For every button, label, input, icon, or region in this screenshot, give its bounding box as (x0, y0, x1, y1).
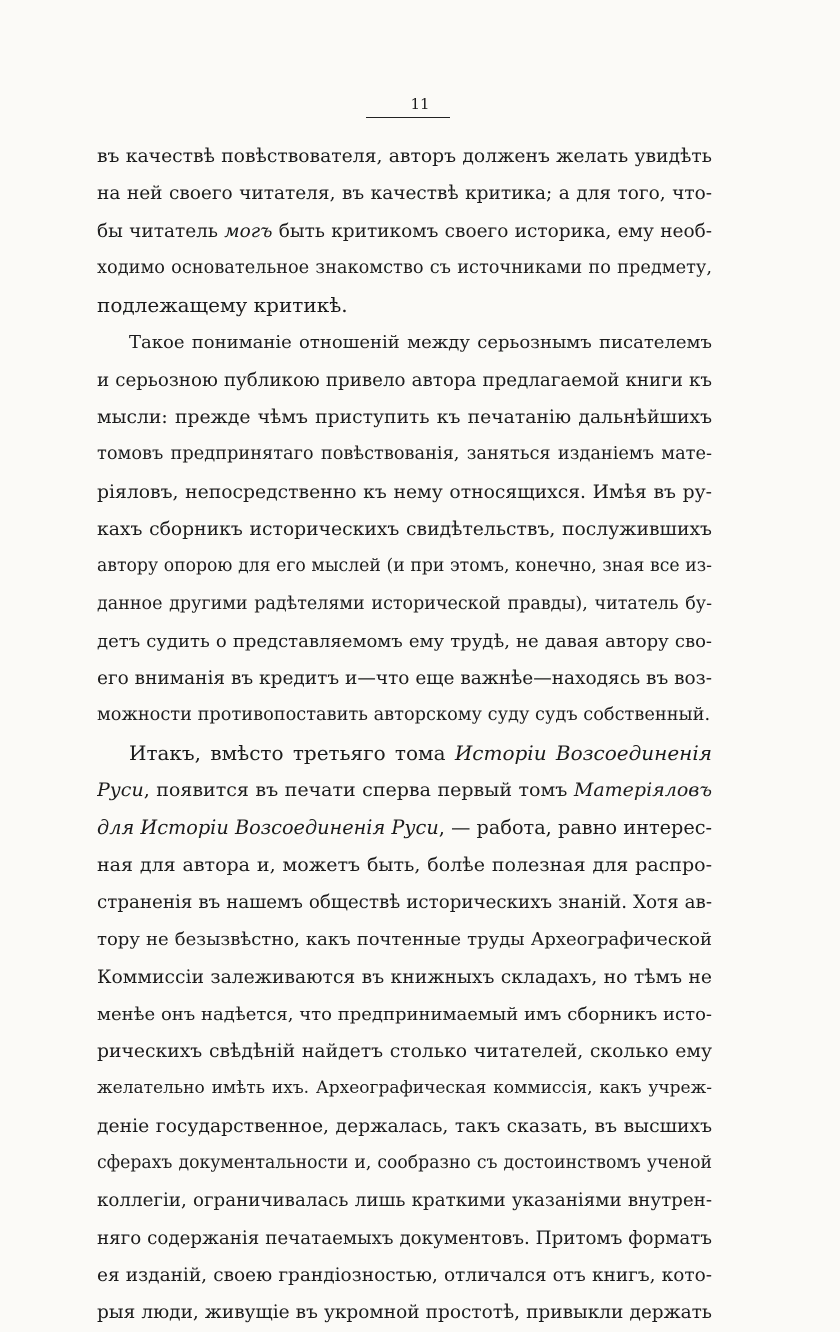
text-line (97, 1257, 712, 1294)
italic-text: для Исторіи Возсоединенія Руси (97, 816, 439, 840)
text-line (97, 996, 712, 1033)
text-line (97, 1182, 712, 1219)
text-line (97, 1220, 712, 1257)
text-run: менѣе онъ надѣется, что предпринимаемый имъ сборникъ исто- (97, 1003, 712, 1025)
page-number: 11 (410, 95, 430, 113)
text-line (97, 362, 712, 399)
text-line (97, 138, 712, 175)
italic-text: Исторіи Возсоединенія (454, 740, 712, 765)
text-line (97, 921, 712, 958)
text-line (97, 436, 712, 473)
text-line (97, 623, 712, 660)
text-run: Коммиссіи залеживаются въ книжныхъ складахъ, но тѣмъ не (97, 966, 712, 988)
text-run: , — работа, равно интерес- (438, 816, 712, 840)
text-run: данное другими радѣтелями исторической правды), читатель бу- (97, 593, 712, 614)
text-run: детъ судить о представляемомъ ему трудѣ, не давая автору сво- (97, 630, 712, 652)
text-line (97, 1070, 712, 1107)
text-line (97, 1145, 712, 1182)
text-line (97, 511, 712, 548)
text-run: ходимо основательное знакомство съ источниками по предмету, (97, 257, 712, 278)
italic-text: могъ (224, 220, 273, 242)
text-line (97, 548, 712, 585)
text-line (97, 884, 712, 921)
text-line (97, 287, 712, 324)
text-run: Итакъ, вмѣсто третьяго тома (129, 740, 455, 765)
text-run: ная для автора и, можетъ быть, болѣе полезная для распро- (97, 853, 712, 876)
text-run: томовъ предпринятаго повѣствованія, заняться изданіемъ мате- (97, 444, 712, 465)
text-line (97, 213, 712, 250)
text-line (97, 772, 712, 809)
text-run: и серьозною публикою привело автора предлагаемой книги къ (97, 369, 712, 391)
text-line (97, 324, 712, 361)
text-run: мысли: прежде чѣмъ приступить къ печатанію дальнѣйшихъ (97, 407, 712, 429)
text-line (97, 175, 712, 212)
text-run: ріяловъ, непосредственно къ нему относящихся. Имѣя въ ру- (97, 481, 712, 503)
text-run: въ качествѣ повѣствователя, авторъ долженъ желать увидѣть (97, 146, 712, 167)
text-run: няго содержанія печатаемыхъ документовъ. Притомъ форматъ (97, 1227, 712, 1249)
text-run: его вниманія въ кредитъ и—что еще важнѣе—находясь въ воз- (97, 668, 712, 690)
text-line (97, 660, 712, 697)
text-line (97, 809, 712, 846)
text-line (97, 1108, 712, 1145)
text-line (97, 586, 712, 623)
text-run: страненія въ нашемъ обществѣ историческихъ знаній. Хотя ав- (97, 891, 712, 913)
body-text (97, 138, 712, 1332)
text-run: можности противопоставить авторскому суду судъ собственный. (97, 705, 711, 726)
text-line (97, 847, 712, 884)
text-line (97, 959, 712, 996)
text-run: желательно имѣть ихъ. Археографическая коммиссія, какъ учреж- (97, 1078, 712, 1099)
text-line (97, 250, 712, 287)
text-run: сферахъ документальности и, сообразно съ достоинствомъ ученой (97, 1153, 712, 1174)
text-run: подлежащему критикѣ. (97, 293, 348, 318)
text-run: коллегіи, ограничивалась лишь краткими указаніями внутрен- (97, 1190, 712, 1212)
text-line (97, 735, 712, 772)
text-run: Такое пониманіе отношеній между серьознымъ писателемъ (129, 332, 712, 354)
text-line (97, 1294, 712, 1331)
text-line (97, 1033, 712, 1070)
text-line (97, 697, 712, 734)
text-run: ея изданій, своею грандіозностью, отличался отъ книгъ, кото- (97, 1264, 712, 1286)
text-run: на ней своего читателя, въ качествѣ критика; а для того, что- (97, 183, 712, 205)
text-line (97, 399, 712, 436)
text-run: автору опорою для его мыслей (и при этомъ, конечно, зная все из- (97, 556, 712, 577)
text-run: , появится въ печати сперва первый томъ (143, 779, 574, 802)
italic-text: Руси (97, 779, 144, 802)
text-run: деніе государственное, держалась, такъ сказать, въ высшихъ (97, 1115, 712, 1137)
text-run: рическихъ свѣдѣній найдетъ столько читателей, сколько ему (97, 1041, 712, 1063)
page-header (0, 94, 840, 113)
text-run: бы читатель (97, 220, 225, 242)
text-run: быть критикомъ своего историка, ему необ- (272, 220, 712, 242)
header-rule (366, 117, 450, 118)
text-run: кахъ сборникъ историческихъ свидѣтельствъ, послужившихъ (97, 518, 712, 540)
italic-text: Матеріяловъ (573, 779, 712, 802)
text-run: тору не безызвѣстно, какъ почтенные труды Археографической (97, 929, 712, 951)
text-line (97, 474, 712, 511)
text-run: рыя люди, живущіе въ укромной простотѣ, привыкли держать (97, 1302, 712, 1324)
